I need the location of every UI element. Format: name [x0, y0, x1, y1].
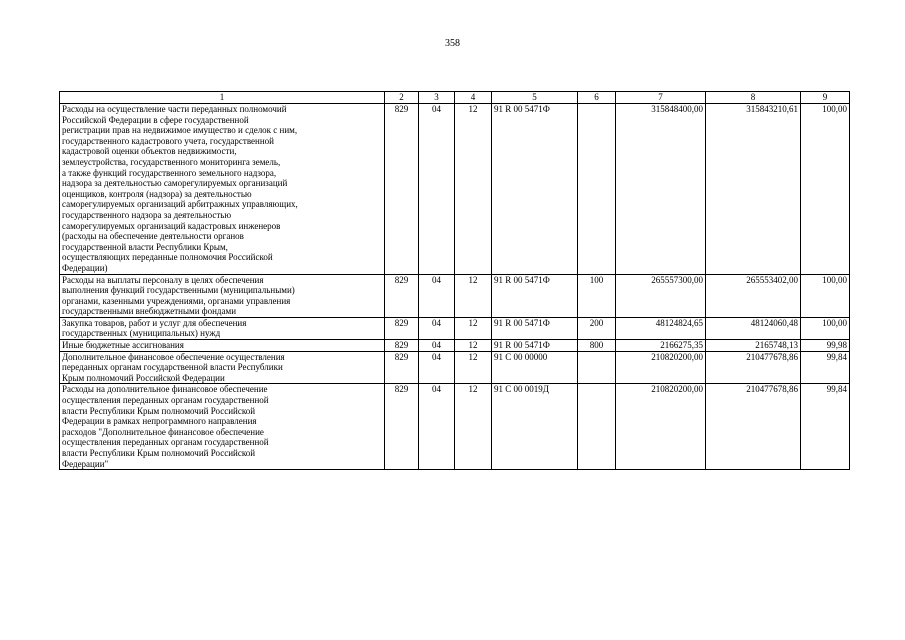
description-line: государственной власти Республики Крым,: [62, 241, 228, 252]
description-line: оценщиков, контроля (надзора) за деятельностью: [62, 188, 252, 199]
header-cell: 5: [492, 92, 578, 104]
subsection-cell: 12: [455, 384, 492, 470]
planned-amount-cell: 315848400,00: [616, 104, 706, 275]
expense-type-cell: 800: [578, 340, 616, 352]
description-line: расходов "Дополнительное финансовое обеспечение: [62, 426, 264, 437]
description-line: государственными внебюджетными фондами: [62, 306, 237, 317]
table-row: [60, 104, 850, 275]
execution-percent-cell: 100,00: [801, 317, 850, 339]
execution-percent-cell: 99,84: [801, 351, 850, 384]
subsection-cell: 12: [455, 104, 492, 275]
target-article-cell: 91 C 00 0019Д: [492, 384, 578, 470]
planned-amount-cell: 265557300,00: [616, 274, 706, 317]
description-line: Российской Федерации в сфере государственной: [62, 114, 249, 125]
table-body: [60, 104, 850, 470]
target-article-cell: 91 R 00 5471Ф: [492, 317, 578, 339]
planned-amount-cell: 2166275,35: [616, 340, 706, 352]
section-cell: 04: [419, 104, 455, 275]
header-cell: 3: [419, 92, 455, 104]
row-description: [60, 340, 385, 352]
description-line: государственного кадастрового учета, государственной: [62, 135, 274, 146]
subsection-cell: 12: [455, 317, 492, 339]
description-line: Крым полномочий Российской Федерации: [62, 372, 225, 383]
ministry-code-cell: 829: [385, 340, 419, 352]
ministry-code-cell: 829: [385, 274, 419, 317]
description-line: выполнения функций государственными (муниципальными): [62, 285, 295, 296]
target-article-cell: 91 R 00 5471Ф: [492, 104, 578, 275]
description-line: (расходы на обеспечение деятельности органов: [62, 231, 244, 242]
description-line: саморегулируемых организаций кадастровых инженеров: [62, 220, 281, 231]
expense-type-cell: [578, 104, 616, 275]
description-line: Расходы на выплаты персоналу в целях обеспечения: [62, 274, 264, 285]
header-cell: 1: [60, 92, 385, 104]
table-row: [60, 351, 850, 384]
header-cell: 4: [455, 92, 492, 104]
description-line: саморегулируемых организаций арбитражных управляющих,: [62, 199, 298, 210]
execution-percent-cell: 100,00: [801, 274, 850, 317]
description-line: землеустройства, государственного мониторинга земель,: [62, 156, 281, 167]
description-line: надзора за деятельностью саморегулируемых организаций: [62, 178, 288, 189]
execution-percent-cell: 99,84: [801, 384, 850, 470]
description-line: Закупка товаров, работ и услуг для обеспечения: [62, 317, 247, 328]
executed-amount-cell: 210477678,86: [706, 384, 801, 470]
table-row: [60, 384, 850, 470]
executed-amount-cell: 210477678,86: [706, 351, 801, 384]
description-line: переданных органам государственной власти Республики: [62, 362, 283, 373]
description-line: осуществления переданных органам государственной: [62, 395, 269, 406]
description-line: органами, казенными учреждениями, органами управления: [62, 295, 291, 306]
planned-amount-cell: 48124824,65: [616, 317, 706, 339]
execution-percent-cell: 99,98: [801, 340, 850, 352]
table-row: [60, 274, 850, 317]
executed-amount-cell: 265553402,00: [706, 274, 801, 317]
ministry-code-cell: 829: [385, 317, 419, 339]
table-row: [60, 317, 850, 339]
description-line: Федерации): [62, 262, 108, 273]
row-description: [60, 104, 385, 275]
row-description: [60, 317, 385, 339]
execution-percent-cell: 100,00: [801, 104, 850, 275]
section-cell: 04: [419, 340, 455, 352]
description-line: осуществляющих переданные полномочия Российской: [62, 252, 273, 263]
description-line: Федерации в рамках непрограммного направления: [62, 416, 257, 427]
description-line: Расходы на дополнительное финансовое обеспечение: [62, 384, 268, 395]
expense-type-cell: [578, 384, 616, 470]
planned-amount-cell: 210820200,00: [616, 351, 706, 384]
description-line: власти Республики Крым полномочий Российской: [62, 405, 256, 416]
table-row: [60, 340, 850, 352]
description-line: Иные бюджетные ассигнования: [62, 340, 184, 351]
section-cell: 04: [419, 317, 455, 339]
section-cell: 04: [419, 351, 455, 384]
ministry-code-cell: 829: [385, 384, 419, 470]
row-description: [60, 351, 385, 384]
description-line: Расходы на осуществление части переданных полномочий: [62, 104, 287, 114]
budget-table: [59, 91, 850, 470]
header-cell: 7: [616, 92, 706, 104]
row-description: [60, 274, 385, 317]
description-line: Федерации": [62, 458, 109, 469]
page-number: 358: [445, 38, 460, 49]
description-line: государственного надзора за деятельностью: [62, 209, 232, 220]
header-row: [60, 92, 850, 104]
description-line: Дополнительное финансовое обеспечение осуществления: [62, 351, 285, 362]
subsection-cell: 12: [455, 351, 492, 384]
executed-amount-cell: 2165748,13: [706, 340, 801, 352]
subsection-cell: 12: [455, 274, 492, 317]
expense-type-cell: [578, 351, 616, 384]
header-cell: 2: [385, 92, 419, 104]
subsection-cell: 12: [455, 340, 492, 352]
executed-amount-cell: 315843210,61: [706, 104, 801, 275]
expense-type-cell: 100: [578, 274, 616, 317]
section-cell: 04: [419, 274, 455, 317]
description-line: кадастровой оценки объектов недвижимости,: [62, 146, 237, 157]
planned-amount-cell: 210820200,00: [616, 384, 706, 470]
target-article-cell: 91 R 00 5471Ф: [492, 340, 578, 352]
header-cell: 9: [801, 92, 850, 104]
target-article-cell: 91 R 00 5471Ф: [492, 274, 578, 317]
ministry-code-cell: 829: [385, 104, 419, 275]
expense-type-cell: 200: [578, 317, 616, 339]
header-cell: 6: [578, 92, 616, 104]
description-line: государственных (муниципальных) нужд: [62, 328, 221, 339]
executed-amount-cell: 48124060,48: [706, 317, 801, 339]
row-description: [60, 384, 385, 470]
description-line: а также функций государственного земельного надзора,: [62, 167, 277, 178]
description-line: власти Республики Крым полномочий Российской: [62, 448, 256, 458]
description-line: регистрации прав на недвижимое имущество и сделок с ним,: [62, 125, 298, 136]
target-article-cell: 91 C 00 00000: [492, 351, 578, 384]
ministry-code-cell: 829: [385, 351, 419, 384]
header-cell: 8: [706, 92, 801, 104]
section-cell: 04: [419, 384, 455, 470]
description-line: осуществления переданных органам государственной: [62, 437, 269, 448]
